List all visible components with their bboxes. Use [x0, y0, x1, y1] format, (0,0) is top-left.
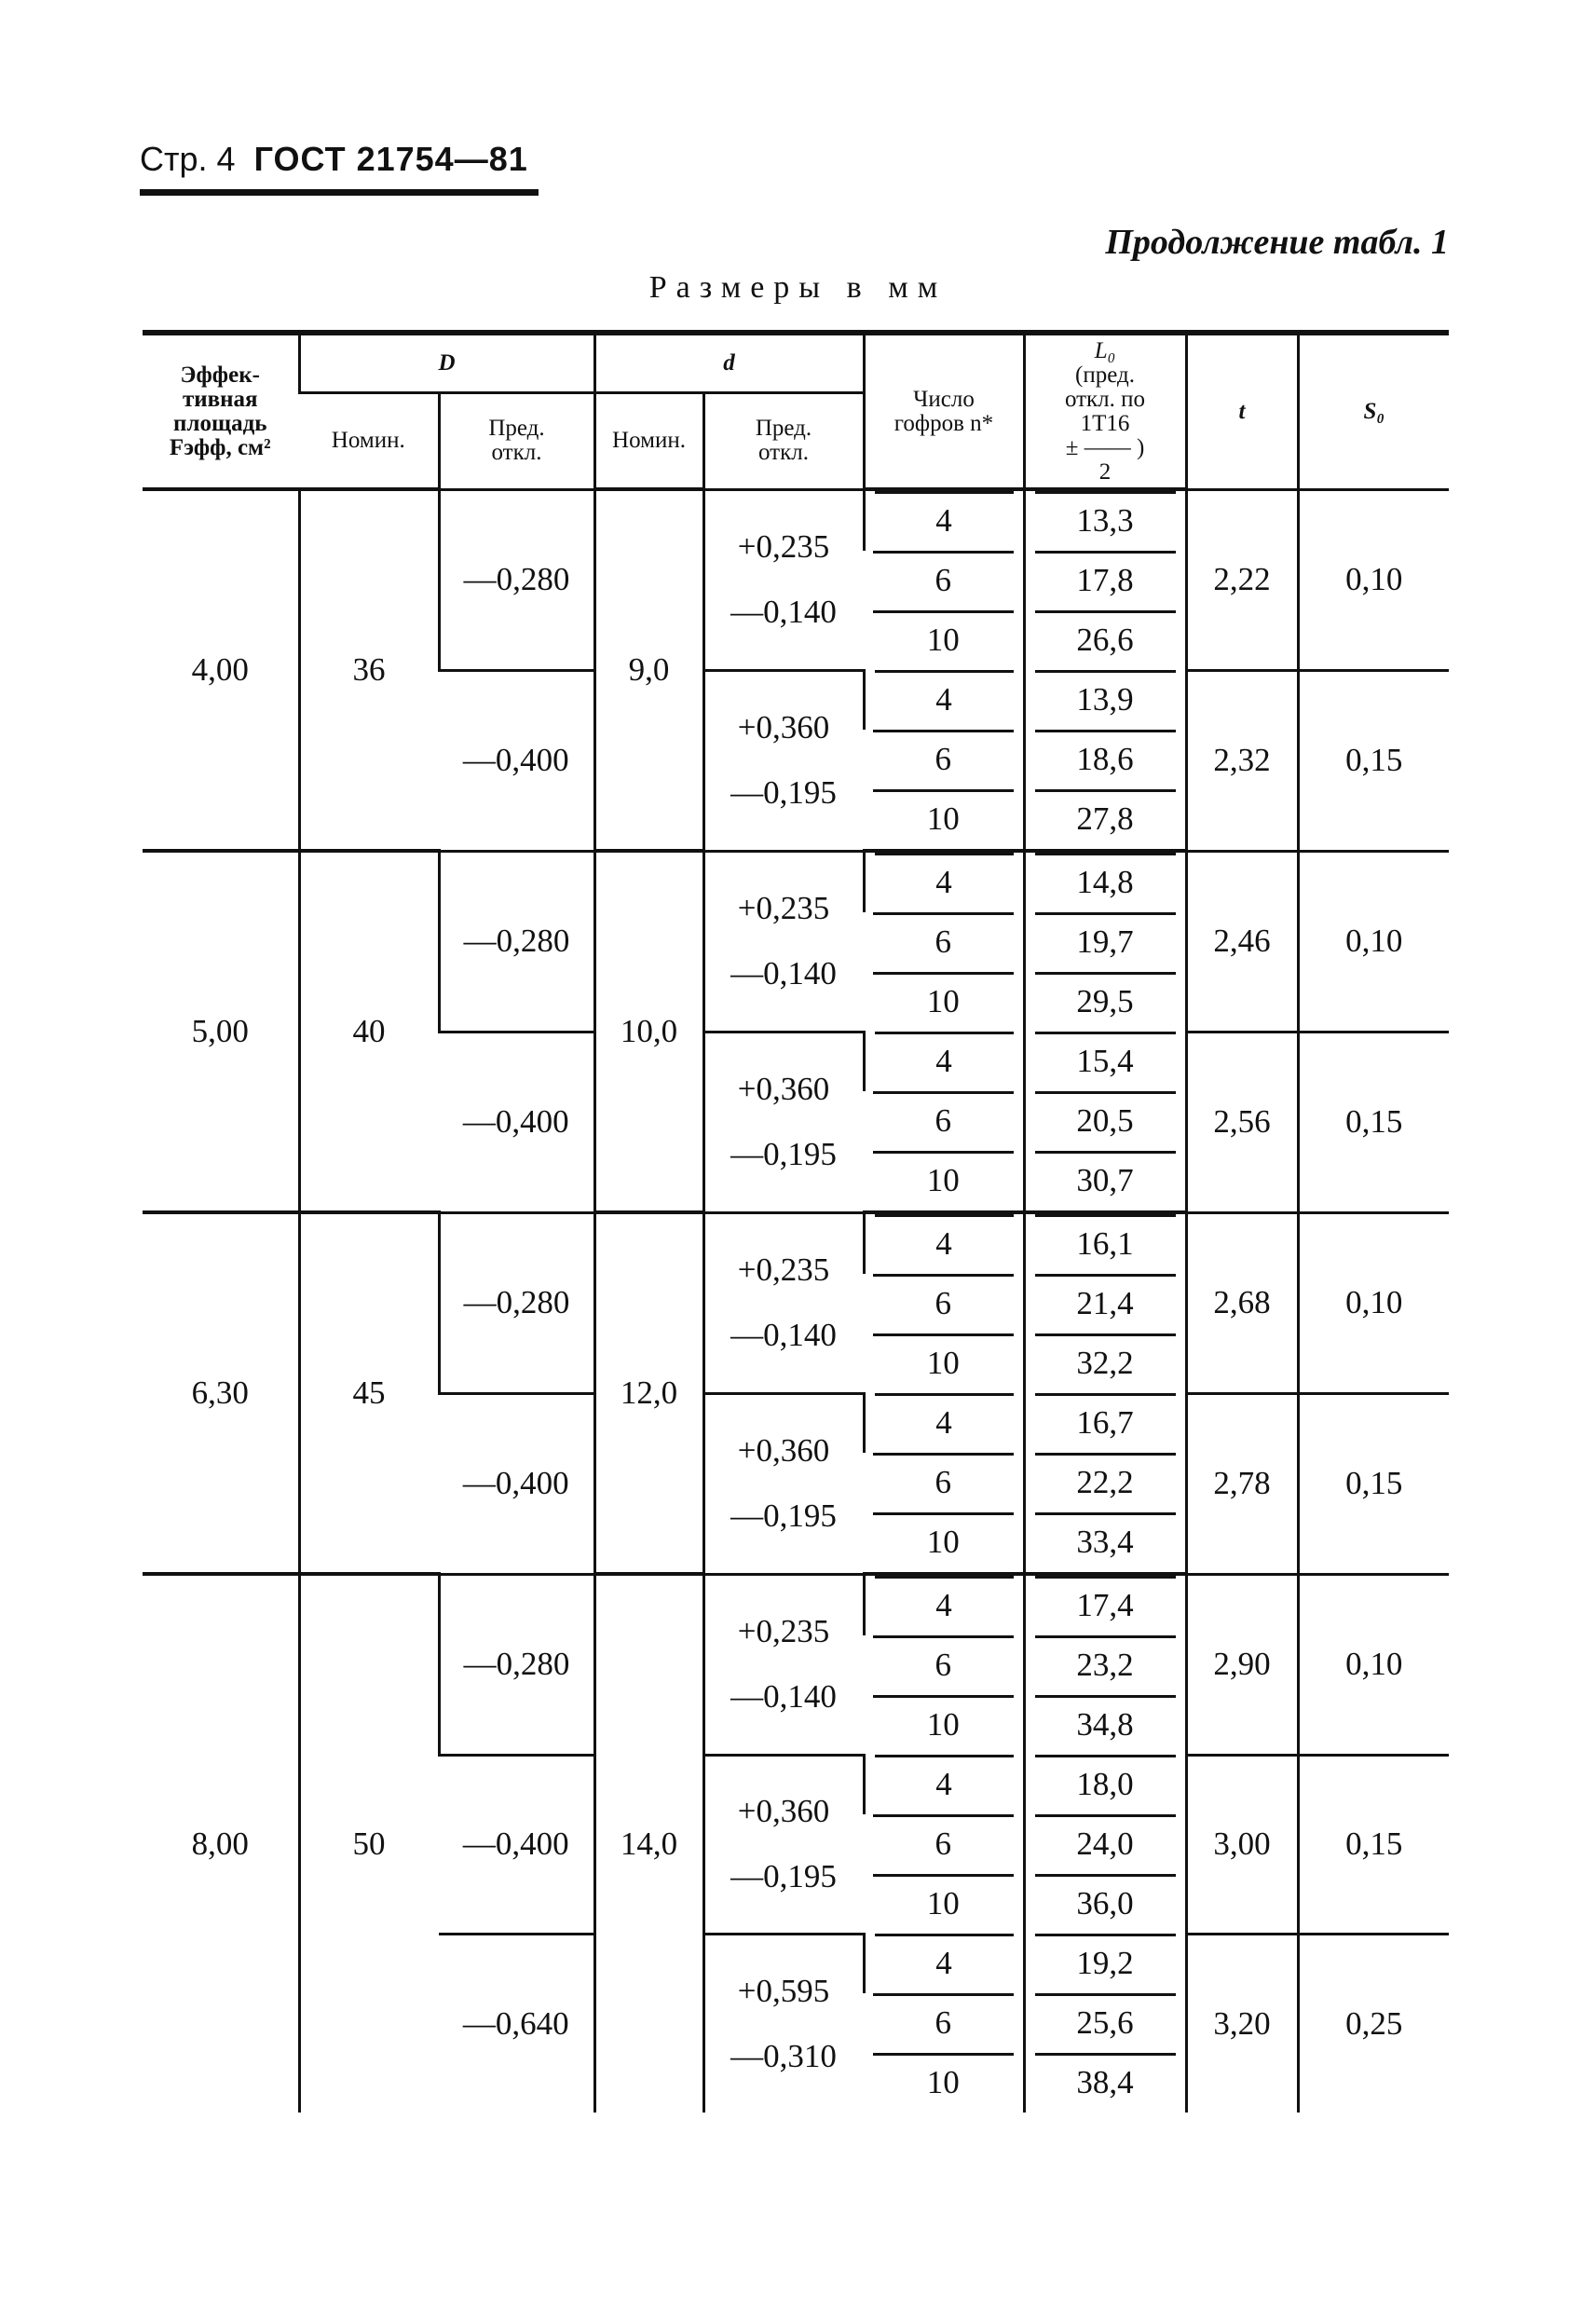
- D-deviation-text: —0,400: [462, 1826, 569, 1862]
- corrugation-count: [864, 1393, 1024, 1453]
- free-length-text: 16,7: [1076, 1404, 1134, 1441]
- D-deviation-text: —0,280: [463, 923, 570, 959]
- d-deviation: [703, 670, 864, 851]
- free-length: [1024, 1274, 1186, 1333]
- free-length: [1024, 1512, 1186, 1574]
- d-deviation-upper: +0,360: [737, 1071, 830, 1107]
- free-length: [1024, 1574, 1186, 1635]
- corrugation-count-text: 6: [934, 2004, 951, 2041]
- free-length: [1024, 730, 1186, 789]
- header-rule: [140, 189, 539, 196]
- table-row: [143, 851, 1449, 912]
- free-length-text: 23,2: [1076, 1647, 1134, 1683]
- d-nominal-text: 12,0: [620, 1374, 678, 1411]
- d-deviation-upper: +0,360: [737, 1793, 830, 1829]
- pitch-t-text: 2,78: [1213, 1465, 1271, 1501]
- D-nominal: [299, 851, 439, 1212]
- corrugation-count: [864, 1091, 1024, 1151]
- thickness-S0-text: 0,15: [1345, 1103, 1403, 1140]
- D-nominal-text: 36: [352, 651, 386, 688]
- corrugation-count-text: 10: [926, 1345, 960, 1381]
- corrugation-count: [864, 730, 1024, 789]
- D-nominal-text: 45: [352, 1374, 386, 1411]
- d-deviation-lower: —0,195: [730, 774, 837, 811]
- page-header: [140, 140, 528, 179]
- d-nominal: [594, 489, 703, 851]
- corrugation-count-text: 10: [926, 2064, 960, 2100]
- free-length-text: 17,8: [1076, 562, 1134, 598]
- thickness-S0: [1298, 1393, 1449, 1574]
- free-length: [1024, 912, 1186, 972]
- pitch-t: [1186, 851, 1298, 1032]
- d-deviation-lower: —0,140: [730, 1317, 837, 1353]
- free-length: [1024, 1635, 1186, 1695]
- thickness-S0: [1298, 670, 1449, 851]
- pitch-t: [1186, 670, 1298, 851]
- pitch-t: [1186, 489, 1298, 670]
- d-deviation: [703, 851, 864, 1032]
- corrugation-count: [864, 1032, 1024, 1091]
- D-nominal-text: 50: [352, 1826, 386, 1862]
- corrugation-count-text: 4: [935, 1043, 952, 1079]
- free-length-text: 25,6: [1076, 2004, 1134, 2041]
- corrugation-count: [864, 610, 1024, 670]
- free-length-text: 27,8: [1076, 800, 1134, 837]
- corrugation-count-text: 10: [926, 1706, 960, 1743]
- free-length-text: 29,5: [1076, 983, 1134, 1019]
- D-deviation: [439, 1393, 594, 1574]
- pitch-t: [1186, 1032, 1298, 1212]
- corrugation-count-text: 6: [934, 1464, 951, 1500]
- d-deviation-lower: —0,310: [730, 2037, 837, 2074]
- corrugation-count-text: 4: [935, 681, 952, 718]
- free-length: [1024, 1032, 1186, 1091]
- thickness-S0-text: 0,15: [1345, 1826, 1403, 1862]
- free-length: [1024, 972, 1186, 1032]
- free-length: [1024, 1393, 1186, 1453]
- D-deviation-text: —0,640: [462, 2004, 569, 2042]
- d-deviation-upper: +0,360: [737, 709, 830, 745]
- d-deviation-lower: —0,140: [730, 955, 837, 991]
- corrugation-count: [864, 1212, 1024, 1274]
- free-length: [1024, 610, 1186, 670]
- d-deviation-lower: —0,195: [730, 1858, 837, 1894]
- D-nominal: [299, 1212, 439, 1574]
- free-length-text: 33,4: [1076, 1524, 1134, 1560]
- corrugation-count: [864, 912, 1024, 972]
- free-length: [1024, 851, 1186, 912]
- free-length-text: 30,7: [1076, 1162, 1134, 1198]
- pitch-t-text: 2,46: [1213, 923, 1271, 959]
- free-length: [1024, 1091, 1186, 1151]
- corrugation-count: [864, 2053, 1024, 2113]
- corrugation-count-text: 10: [926, 1885, 960, 1921]
- free-length: [1024, 1934, 1186, 1993]
- free-length-text: 19,7: [1076, 923, 1134, 960]
- table-continuation: Продолжение табл. 1: [1105, 223, 1449, 262]
- d-deviation-lower: —0,140: [730, 1678, 837, 1715]
- thickness-S0-text: 0,10: [1345, 1646, 1403, 1682]
- d-deviation: [703, 489, 864, 670]
- free-length-text: 13,3: [1076, 502, 1134, 539]
- thickness-S0: [1298, 1032, 1449, 1212]
- corrugation-count: [864, 1934, 1024, 1993]
- free-length: [1024, 1874, 1186, 1934]
- D-deviation-text: —0,280: [463, 1646, 570, 1682]
- free-length: [1024, 1333, 1186, 1393]
- corrugation-count-text: 6: [934, 741, 951, 777]
- d-deviation-lower: —0,195: [730, 1136, 837, 1172]
- free-length-text: 26,6: [1076, 622, 1134, 658]
- thickness-S0-text: 0,15: [1345, 1465, 1403, 1501]
- corrugation-count-text: 10: [926, 800, 960, 837]
- pitch-t-text: 3,20: [1213, 2004, 1271, 2042]
- d-deviation-upper: +0,595: [737, 1972, 830, 2009]
- D-deviation: [439, 1755, 594, 1934]
- corrugation-count-text: 4: [935, 1766, 952, 1802]
- D-nominal: [299, 1574, 439, 2113]
- free-length-text: 19,2: [1076, 1945, 1134, 1981]
- d-deviation: [703, 1755, 864, 1934]
- free-length-text: 34,8: [1076, 1706, 1134, 1743]
- d-nominal-text: 10,0: [620, 1013, 678, 1049]
- free-length: [1024, 1151, 1186, 1212]
- free-length-text: 17,4: [1076, 1587, 1134, 1623]
- corrugation-count-text: 10: [926, 622, 960, 658]
- D-nominal-text: 40: [352, 1013, 386, 1049]
- effective-area-text: 6,30: [191, 1374, 249, 1411]
- d-deviation: [703, 1393, 864, 1574]
- thickness-S0: [1298, 489, 1449, 670]
- D-deviation: [439, 489, 594, 670]
- free-length: [1024, 1755, 1186, 1814]
- corrugation-count-text: 4: [935, 1225, 952, 1262]
- D-deviation: [439, 1934, 594, 2113]
- pitch-t-text: 2,22: [1213, 561, 1271, 597]
- pitch-t: [1186, 1755, 1298, 1934]
- d-nominal: [594, 1212, 703, 1574]
- pitch-t: [1186, 1393, 1298, 1574]
- header-t: t: [1186, 333, 1298, 489]
- page-number: Стр. 4: [140, 140, 236, 178]
- corrugation-count: [864, 1755, 1024, 1814]
- effective-area: [143, 1212, 299, 1574]
- corrugation-count: [864, 1274, 1024, 1333]
- corrugation-count-text: 6: [934, 1102, 951, 1139]
- header-D-nominal: Номин.: [299, 393, 439, 490]
- D-nominal: [299, 489, 439, 851]
- D-deviation: [439, 670, 594, 851]
- d-deviation: [703, 1934, 864, 2113]
- pitch-t-text: 2,68: [1213, 1284, 1271, 1320]
- pitch-t: [1186, 1212, 1298, 1393]
- corrugation-count: [864, 551, 1024, 610]
- effective-area: [143, 489, 299, 851]
- pitch-t-text: 2,56: [1213, 1103, 1271, 1140]
- corrugation-count-text: 10: [926, 1162, 960, 1198]
- effective-area-text: 8,00: [191, 1826, 249, 1862]
- header-L0: L₀ (пред. откл. по 1Т16 ± —— ) 2: [1024, 333, 1186, 489]
- corrugation-count-text: 4: [935, 864, 952, 900]
- table-row: [143, 1574, 1449, 1635]
- corrugation-count-text: 6: [934, 923, 951, 960]
- thickness-S0-text: 0,25: [1345, 2004, 1403, 2042]
- corrugation-count-text: 4: [935, 1945, 952, 1981]
- d-nominal-text: 14,0: [620, 1826, 678, 1862]
- free-length: [1024, 1212, 1186, 1274]
- pitch-t-text: 3,00: [1213, 1826, 1271, 1862]
- corrugation-count: [864, 1993, 1024, 2053]
- thickness-S0: [1298, 1755, 1449, 1934]
- free-length-text: 20,5: [1076, 1102, 1134, 1139]
- corrugation-count: [864, 670, 1024, 730]
- D-deviation-text: —0,400: [462, 1103, 569, 1140]
- free-length: [1024, 670, 1186, 730]
- thickness-S0-text: 0,10: [1345, 1284, 1403, 1320]
- effective-area: [143, 1574, 299, 2113]
- corrugation-count: [864, 1151, 1024, 1212]
- D-deviation-text: —0,280: [463, 561, 570, 597]
- header-D: D: [299, 333, 594, 393]
- corrugation-count: [864, 1512, 1024, 1574]
- corrugation-count-text: 10: [926, 1524, 960, 1560]
- units-caption: Размеры в мм: [648, 270, 948, 305]
- corrugation-count: [864, 1453, 1024, 1512]
- corrugation-count: [864, 489, 1024, 551]
- free-length: [1024, 1695, 1186, 1755]
- header-n: Число гофров n*: [864, 333, 1024, 489]
- free-length-text: 18,6: [1076, 741, 1134, 777]
- free-length-text: 22,2: [1076, 1464, 1134, 1500]
- D-deviation: [439, 851, 594, 1032]
- free-length-text: 21,4: [1076, 1285, 1134, 1321]
- corrugation-count: [864, 1635, 1024, 1695]
- pitch-t-text: 2,32: [1213, 742, 1271, 778]
- free-length-text: 24,0: [1076, 1826, 1134, 1862]
- corrugation-count: [864, 1874, 1024, 1934]
- free-length-text: 36,0: [1076, 1885, 1134, 1921]
- free-length: [1024, 2053, 1186, 2113]
- corrugation-count: [864, 1814, 1024, 1874]
- effective-area: [143, 851, 299, 1212]
- free-length: [1024, 1453, 1186, 1512]
- pitch-t: [1186, 1934, 1298, 2113]
- corrugation-count: [864, 1333, 1024, 1393]
- header-D-deviation: Пред. откл.: [439, 393, 594, 490]
- D-deviation: [439, 1032, 594, 1212]
- d-deviation: [703, 1212, 864, 1393]
- free-length: [1024, 1993, 1186, 2053]
- D-deviation-text: —0,400: [462, 742, 569, 778]
- free-length-text: 38,4: [1076, 2064, 1134, 2100]
- free-length-text: 32,2: [1076, 1345, 1134, 1381]
- d-deviation-upper: +0,235: [737, 528, 830, 565]
- thickness-S0-text: 0,10: [1345, 923, 1403, 959]
- header-d-nominal: Номин.: [594, 393, 703, 490]
- thickness-S0: [1298, 1934, 1449, 2113]
- d-deviation-upper: +0,235: [737, 890, 830, 926]
- table-row: [143, 489, 1449, 551]
- free-length: [1024, 789, 1186, 851]
- corrugation-count-text: 10: [926, 983, 960, 1019]
- standard-number: ГОСТ 21754—81: [253, 140, 528, 178]
- corrugation-count-text: 6: [934, 1647, 951, 1683]
- thickness-S0: [1298, 1212, 1449, 1393]
- thickness-S0-text: 0,15: [1345, 742, 1403, 778]
- header-d: d: [594, 333, 864, 393]
- d-deviation: [703, 1032, 864, 1212]
- corrugation-count-text: 6: [934, 1285, 951, 1321]
- corrugation-count-text: 6: [934, 562, 951, 598]
- corrugation-count: [864, 1695, 1024, 1755]
- header-S0: S₀: [1298, 333, 1449, 489]
- d-deviation-upper: +0,360: [737, 1432, 830, 1469]
- free-length-text: 13,9: [1076, 681, 1134, 718]
- free-length-text: 14,8: [1076, 864, 1134, 900]
- d-deviation-upper: +0,235: [737, 1613, 830, 1649]
- free-length-text: 18,0: [1076, 1766, 1134, 1802]
- d-deviation-lower: —0,195: [730, 1497, 837, 1534]
- corrugation-count-text: 4: [935, 1404, 952, 1441]
- corrugation-count-text: 6: [934, 1826, 951, 1862]
- corrugation-count: [864, 789, 1024, 851]
- free-length: [1024, 489, 1186, 551]
- effective-area-text: 4,00: [191, 651, 249, 688]
- free-length-text: 15,4: [1076, 1043, 1134, 1079]
- d-deviation-lower: —0,140: [730, 594, 837, 630]
- corrugation-count-text: 4: [935, 1587, 952, 1623]
- header-d-deviation: Пред. откл.: [703, 393, 864, 490]
- free-length-text: 16,1: [1076, 1225, 1134, 1262]
- D-deviation: [439, 1574, 594, 1755]
- corrugation-count: [864, 972, 1024, 1032]
- dimensions-table: [143, 330, 1449, 2113]
- effective-area-text: 5,00: [191, 1013, 249, 1049]
- corrugation-count-text: 4: [935, 502, 952, 539]
- thickness-S0: [1298, 851, 1449, 1032]
- d-nominal: [594, 851, 703, 1212]
- header-area: Эффек- тивная площадь Fэфф, см²: [143, 333, 299, 489]
- D-deviation: [439, 1212, 594, 1393]
- thickness-S0-text: 0,10: [1345, 561, 1403, 597]
- thickness-S0: [1298, 1574, 1449, 1755]
- corrugation-count: [864, 1574, 1024, 1635]
- d-deviation: [703, 1574, 864, 1755]
- free-length: [1024, 551, 1186, 610]
- free-length: [1024, 1814, 1186, 1874]
- d-nominal: [594, 1574, 703, 2113]
- pitch-t-text: 2,90: [1213, 1646, 1271, 1682]
- table-row: [143, 1212, 1449, 1274]
- d-deviation-upper: +0,235: [737, 1251, 830, 1288]
- pitch-t: [1186, 1574, 1298, 1755]
- D-deviation-text: —0,280: [463, 1284, 570, 1320]
- D-deviation-text: —0,400: [462, 1465, 569, 1501]
- d-nominal-text: 9,0: [628, 651, 670, 688]
- corrugation-count: [864, 851, 1024, 912]
